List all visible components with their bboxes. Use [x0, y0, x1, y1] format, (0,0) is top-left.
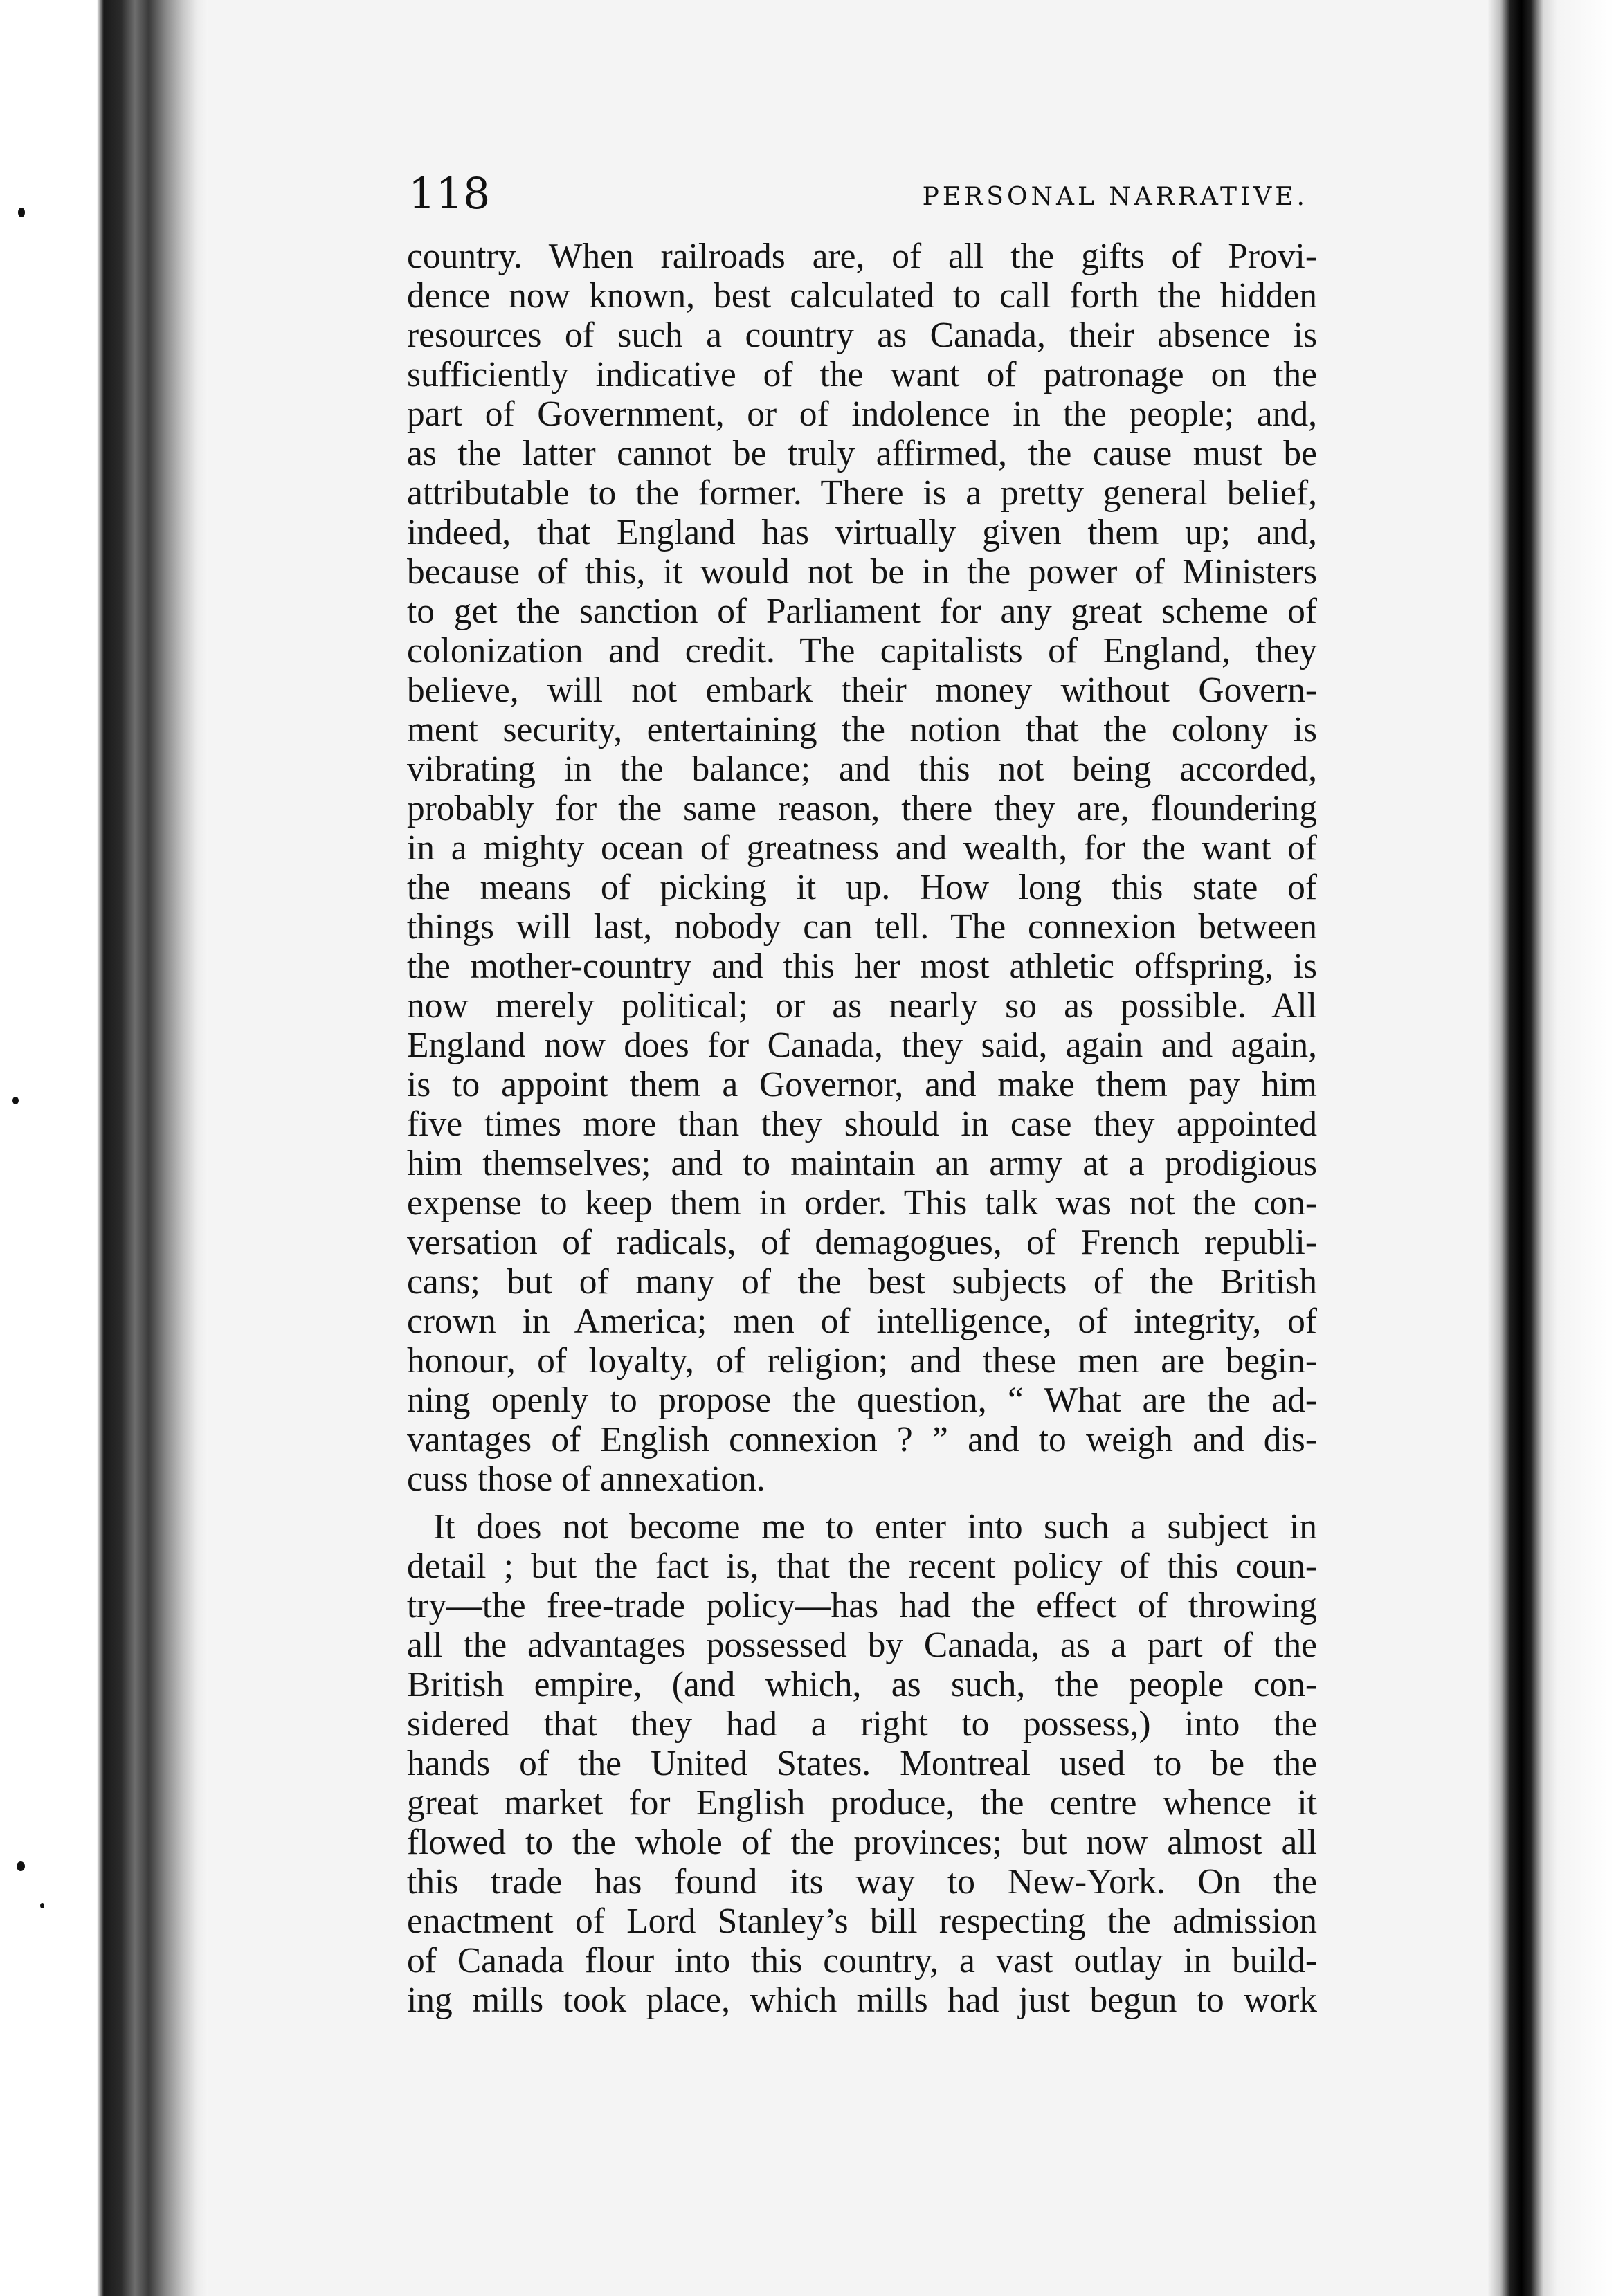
text-line: because of this, it would not be in the power of Ministers: [407, 552, 1317, 592]
text-line: ning openly to propose the question, “ What are the ad-: [407, 1381, 1317, 1420]
text-line: the mother-country and this her most athletic offspring, is: [407, 947, 1317, 986]
text-line: cuss those of annexation.: [407, 1459, 765, 1499]
text-line: is to appoint them a Governor, and make them pay him: [407, 1065, 1317, 1104]
text-line: in a mighty ocean of greatness and wealth, for the want of: [407, 828, 1317, 868]
text-line: honour, of loyalty, of religion; and these men are begin-: [407, 1341, 1317, 1381]
text-line: England now does for Canada, they said, again and again,: [407, 1026, 1317, 1065]
text-line: country. When railroads are, of all the gifts of Provi-: [407, 237, 1317, 276]
text-line: sidered that they had a right to possess,) into the: [407, 1704, 1317, 1744]
text-line: versation of radicals, of demagogues, of French republi-: [407, 1223, 1317, 1262]
text-line: believe, will not embark their money without Govern-: [407, 671, 1317, 710]
text-line: him themselves; and to maintain an army at a prodigious: [407, 1144, 1317, 1183]
paragraph-2: [407, 1507, 1317, 2020]
right-binding-edge: [1488, 0, 1614, 2296]
text-line: indeed, that England has virtually given them up; and,: [407, 513, 1317, 552]
speck: [12, 1097, 19, 1104]
text-line: ment security, entertaining the notion that the colony is: [407, 710, 1317, 749]
text-line: crown in America; men of intelligence, of integrity, of: [407, 1302, 1317, 1341]
text-line: vantages of English connexion ? ” and to weigh and dis-: [407, 1420, 1317, 1459]
text-line: dence now known, best calculated to call forth the hidden: [407, 276, 1317, 316]
text-line: vibrating in the balance; and this not being accorded,: [407, 749, 1317, 789]
text-line: cans; but of many of the best subjects of the British: [407, 1262, 1317, 1302]
text-line: now merely political; or as nearly so as possible. All: [407, 986, 1317, 1026]
text-line: resources of such a country as Canada, their absence is: [407, 316, 1317, 355]
text-line: of Canada flour into this country, a vast outlay in build-: [407, 1941, 1317, 1980]
speck: [40, 1903, 44, 1908]
paragraph-1: [407, 237, 1317, 1499]
text-line: sufficiently indicative of the want of patronage on the: [407, 355, 1317, 394]
text-line: the means of picking it up. How long this state of: [407, 868, 1317, 907]
text-line: expense to keep them in order. This talk was not the con-: [407, 1183, 1317, 1223]
running-head: PERSONAL NARRATIVE.: [922, 183, 1308, 211]
page-header: [408, 166, 1308, 221]
page-number: 118: [408, 168, 491, 219]
text-line: all the advantages possessed by Canada, as a part of the: [407, 1625, 1317, 1665]
text-line: British empire, (and which, as such, the people con-: [407, 1665, 1317, 1704]
text-line: try—the free-trade policy—has had the effect of throwing: [407, 1586, 1317, 1625]
text-line: enactment of Lord Stanley’s bill respecting the admission: [407, 1902, 1317, 1941]
text-line: to get the sanction of Parliament for any great scheme of: [407, 592, 1317, 631]
text-line: things will last, nobody can tell. The connexion between: [407, 907, 1317, 947]
text-line: five times more than they should in case they appointed: [407, 1104, 1317, 1144]
paragraph-gap: [407, 1499, 1317, 1507]
text-line: probably for the same reason, there they are, floundering: [407, 789, 1317, 828]
text-line: detail ; but the fact is, that the recent policy of this coun-: [407, 1547, 1317, 1586]
text-line: colonization and credit. The capitalists of England, they: [407, 631, 1317, 671]
text-line: It does not become me to enter into such a subject in: [433, 1507, 1317, 1547]
left-binding-edge: [0, 0, 208, 2296]
text-line: great market for English produce, the centre whence it: [407, 1783, 1317, 1823]
text-line: flowed to the whole of the provinces; but now almost all: [407, 1823, 1317, 1862]
text-line: hands of the United States. Montreal used to be the: [407, 1744, 1317, 1783]
text-line: as the latter cannot be truly affirmed, the cause must be: [407, 434, 1317, 473]
book-page: [208, 0, 1488, 2296]
text-line: attributable to the former. There is a pretty general belief,: [407, 473, 1317, 513]
body-text: [407, 237, 1317, 2020]
text-line: ing mills took place, which mills had just begun to work: [407, 1980, 1317, 2020]
text-line: this trade has found its way to New-York. On the: [407, 1862, 1317, 1902]
speck: [18, 208, 25, 217]
speck: [17, 1861, 25, 1871]
text-line: part of Government, or of indolence in the people; and,: [407, 394, 1317, 434]
